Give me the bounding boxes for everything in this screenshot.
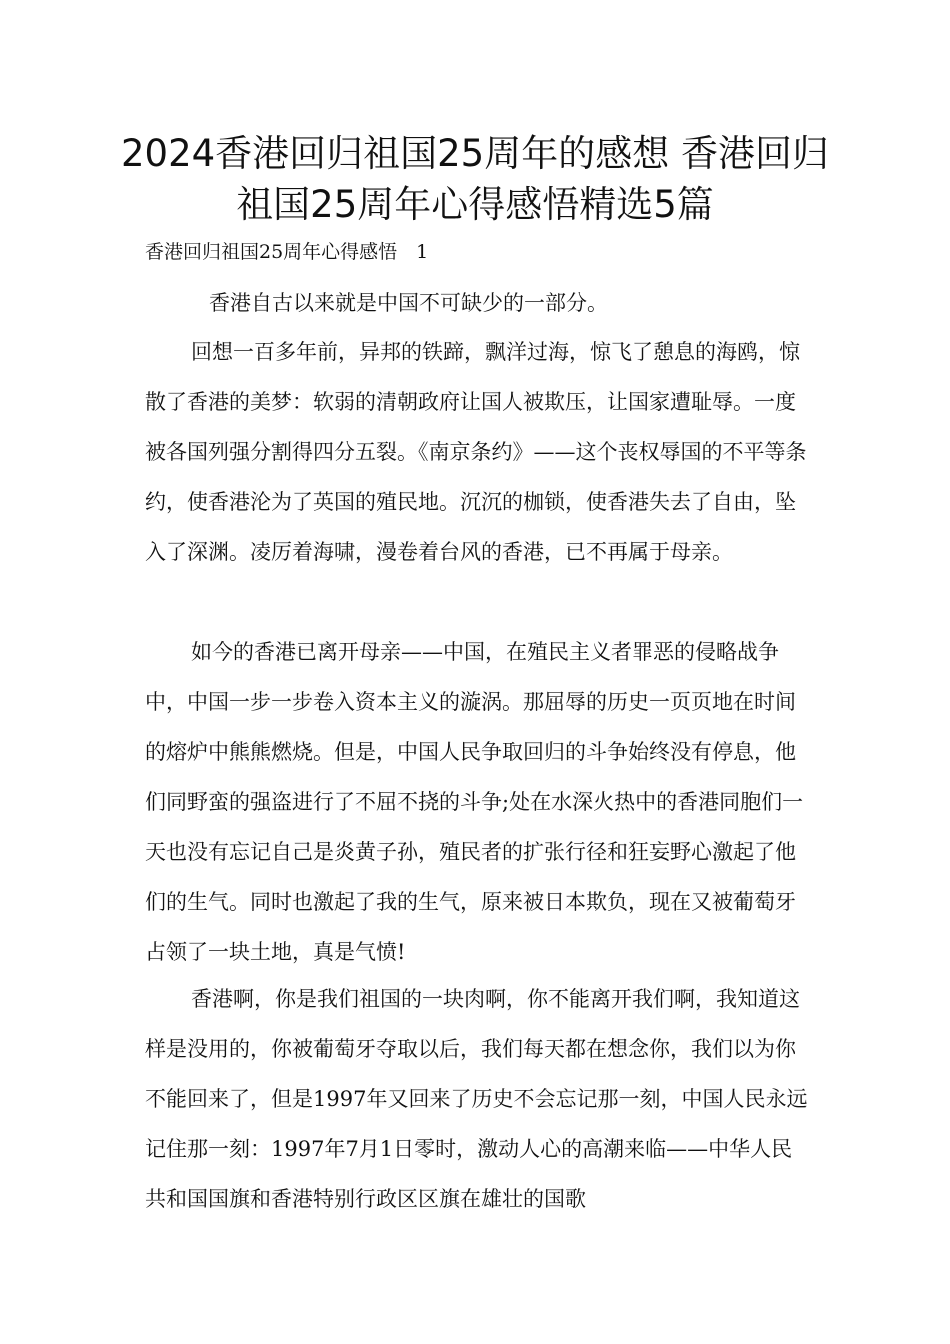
document-title: 2024香港回归祖国25周年的感想 香港回归祖国25周年心得感悟精选5篇 (120, 132, 829, 226)
paragraph-2: 回想一百多年前，异邦的铁蹄，飘洋过海，惊飞了憩息的海鸥，惊散了香港的美梦：软弱的清朝政府让国人被欺压，让国家遭耻辱。一度被各国列强分割得四分五裂。《南京条约》——这个丧权辱国的不平等条约，使香港沦为了英国的殖民地。沉沉的枷锁，使香港失去了自由，坠入了深渊。凌厉着海啸，漫卷着台风的香港，已不再属于母亲。 (145, 340, 807, 564)
paragraph-3: 如今的香港已离开母亲——中国，在殖民主义者罪恶的侵略战争中，中国一步一步卷入资本主义的漩涡。那屈辱的历史一页页地在时间的熔炉中熊熊燃烧。但是，中国人民争取回归的斗争始终没有停息，他们同野蛮的强盗进行了不屈不挠的斗争;处在水深火热中的香港同胞们一天也没有忘记自己是炎黄子孙，殖民者的扩张行径和狂妄野心激起了他们的生气。同时也激起了我的生气，原来被日本欺负，现在又被葡萄牙占领了一块土地，真是气愤! (145, 640, 804, 964)
paragraph-1: 香港自古以来就是中国不可缺少的一部分。 (209, 291, 608, 315)
paragraph-4: 香港啊，你是我们祖国的一块肉啊，你不能离开我们啊，我知道这样是没用的，你被葡萄牙夺取以后，我们每天都在想念你，我们以为你不能回来了，但是1997年又回来了历史不会忘记那一刻，中国人民永远记住那一刻：1997年7月1日零时，激动人心的高潮来临——中华人民共和国国旗和香港特别行政区区旗在雄壮的国歌 (145, 987, 808, 1211)
section-heading: 香港回归祖国25周年心得感悟 1 (145, 241, 429, 263)
